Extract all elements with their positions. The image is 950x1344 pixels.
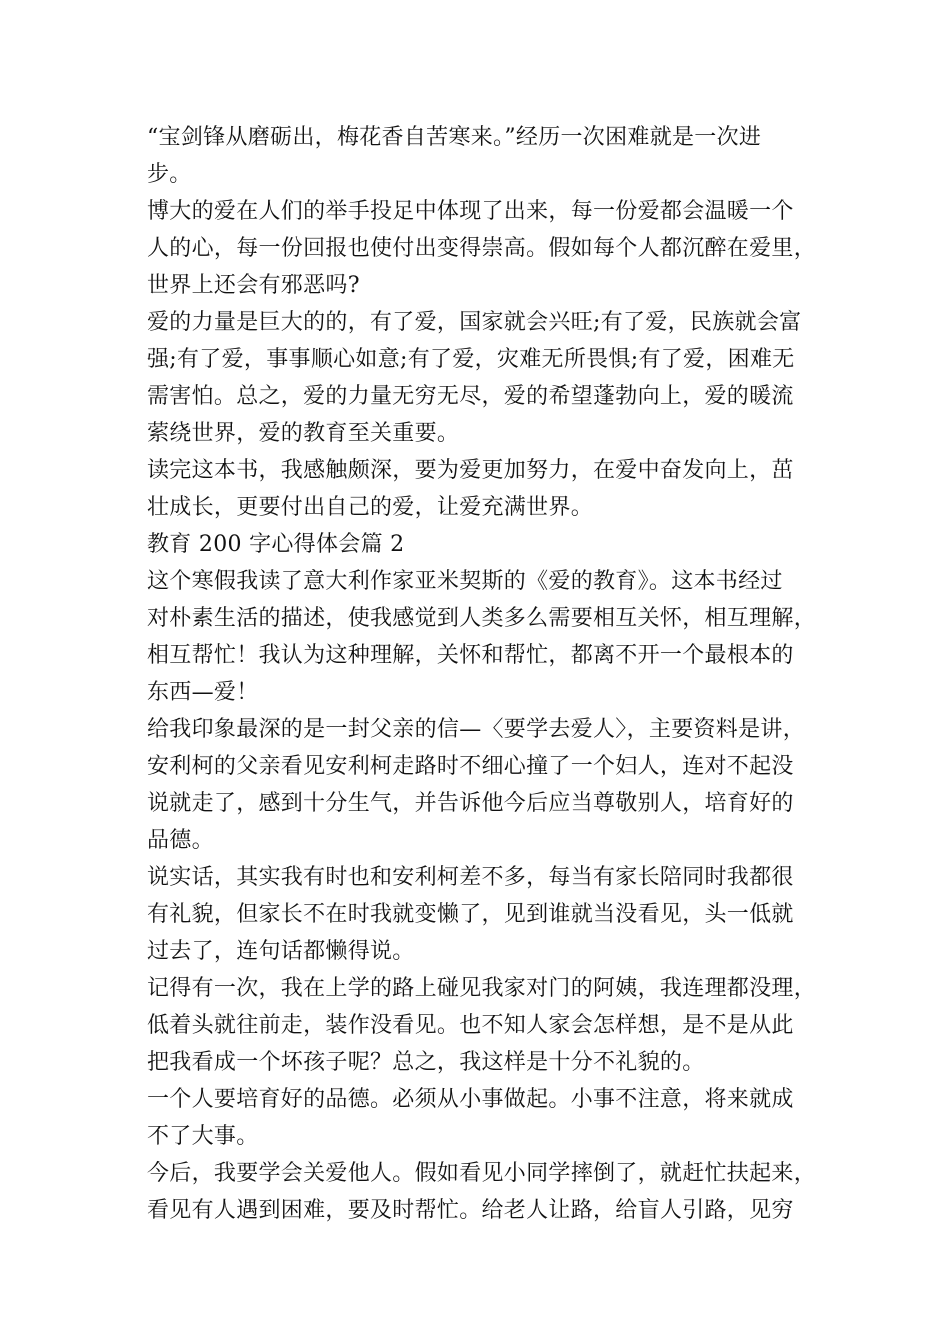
text-line: 东西—爱！ <box>147 680 259 705</box>
text-line: 不了大事。 <box>147 1124 259 1149</box>
text-line: 强;有了爱，事事顺心如意;有了爱，灾难无所畏惧;有了爱，困难无 <box>147 347 795 372</box>
text-line: 壮成长，更要付出自己的爱，让爱充满世界。 <box>147 495 594 520</box>
text-line: 有礼貌，但家长不在时我就变懒了，见到谁就当没看见，头一低就 <box>147 902 794 927</box>
text-line: 说实话，其实我有时也和安利柯差不多，每当有家长陪同时我都很 <box>147 865 794 890</box>
text-line: 萦绕世界，爱的教育至关重要。 <box>147 421 460 446</box>
text-line: 安利柯的父亲看见安利柯走路时不细心撞了一个妇人，连对不起没 <box>147 754 794 779</box>
text-line: 看见有人遇到困难，要及时帮忙。给老人让路，给盲人引路，见穷 <box>147 1198 794 1223</box>
text-line: 说就走了，感到十分生气，并告诉他今后应当尊敬别人，培育好的 <box>147 791 794 816</box>
text-line: 人的心，每一份回报也使付出变得崇高。假如每个人都沉醉在爱里， <box>147 236 817 261</box>
text-line: 给我印象最深的是一封父亲的信—〈要学去爱人〉，主要资料是讲， <box>147 717 806 742</box>
text-line: 这个寒假我读了意大利作家亚米契斯的《爱的教育》。这本书经过 <box>147 569 783 594</box>
text-line: 品德。 <box>147 828 214 853</box>
text-line: 博大的爱在人们的举手投足中体现了出来，每一份爱都会温暖一个 <box>147 199 794 224</box>
text-line: 记得有一次，我在上学的路上碰见我家对门的阿姨，我连理都没理， <box>147 976 817 1001</box>
text-line: 步。 <box>147 162 192 187</box>
text-line: 今后，我要学会关爱他人。假如看见小同学摔倒了，就赶忙扶起来， <box>147 1161 817 1186</box>
text-line: 需害怕。总之，爱的力量无穷无尽，爱的希望蓬勃向上，爱的暖流 <box>147 384 794 409</box>
text-line: 世界上还会有邪恶吗? <box>147 273 360 298</box>
text-line: 一个人要培育好的品德。必须从小事做起。小事不注意，将来就成 <box>147 1087 794 1112</box>
text-line: 对朴素生活的描述，使我感觉到人类多么需要相互关怀，相互理解， <box>147 606 817 631</box>
text-line: 过去了，连句话都懒得说。 <box>147 939 415 964</box>
text-line: 相互帮忙！我认为这种理解，关怀和帮忙，都离不开一个最根本的 <box>147 643 794 668</box>
text-line: 读完这本书，我感触颇深，要为爱更加努力，在爱中奋发向上，茁 <box>147 458 794 483</box>
text-line: “宝剑锋从磨砺出，梅花香自苦寒来。”经历一次困难就是一次进 <box>147 125 762 150</box>
document-body <box>147 119 827 1229</box>
text-line: 把我看成一个坏孩子呢？总之，我这样是十分不礼貌的。 <box>147 1050 705 1075</box>
text-line: 低着头就往前走，装作没看见。也不知人家会怎样想，是不是从此 <box>147 1013 794 1038</box>
text-line: 爱的力量是巨大的的，有了爱，国家就会兴旺;有了爱，民族就会富 <box>147 310 802 335</box>
section-heading: 教育 200 字心得体会篇 2 <box>147 532 405 557</box>
